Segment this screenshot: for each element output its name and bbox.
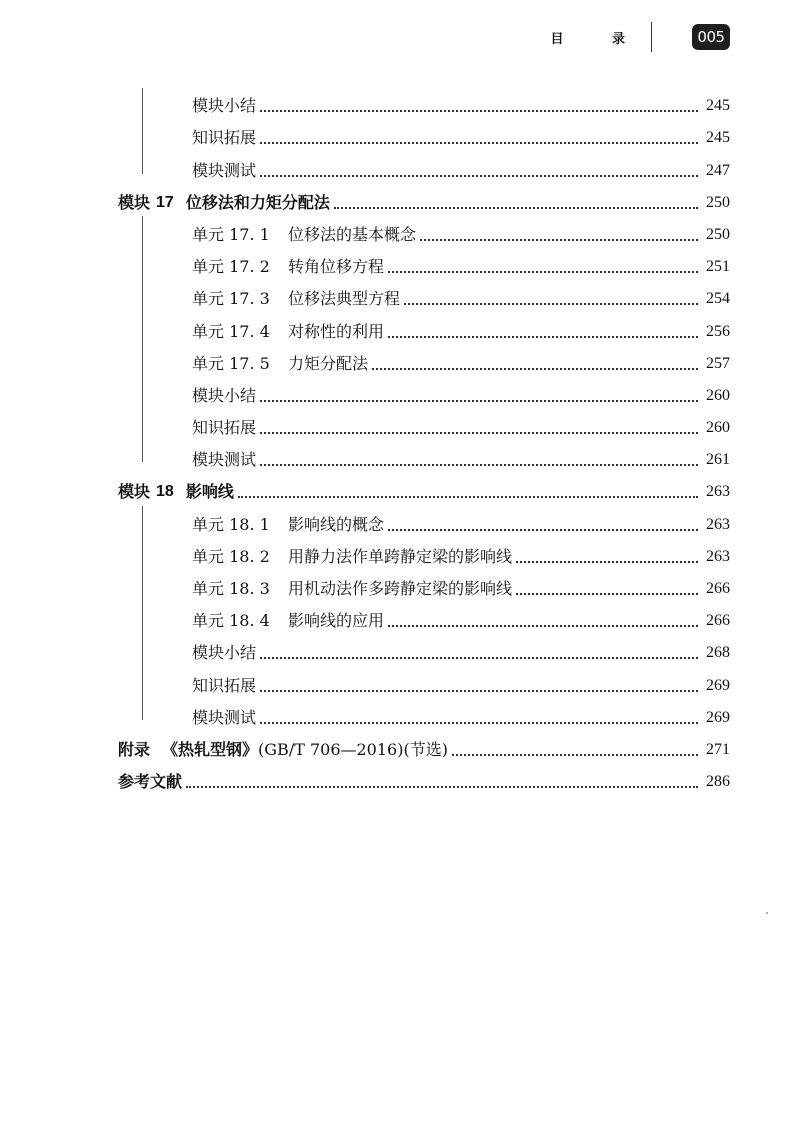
leader-dots <box>260 464 698 466</box>
toc-entry-title <box>192 289 400 309</box>
page-number: 260 <box>706 386 730 404</box>
page-number: 269 <box>706 708 730 726</box>
toc-entry-title <box>192 611 384 631</box>
page-number: 263 <box>706 547 730 565</box>
leader-dots <box>238 496 698 498</box>
toc-entry-title <box>192 547 512 567</box>
unit-number: 单元 18. 2 <box>192 546 270 566</box>
page-number: 260 <box>706 419 730 437</box>
unit-number: 单元 18. 1 <box>192 514 270 534</box>
header-divider <box>651 22 652 52</box>
unit-title: 模块测试 <box>192 450 257 470</box>
unit-number: 单元 18. 4 <box>192 611 270 631</box>
module-title: 位移法和力矩分配法 <box>185 192 330 212</box>
page-number: 250 <box>706 193 730 211</box>
unit-number: 单元 17. 1 <box>192 224 270 244</box>
leader-dots <box>516 561 698 563</box>
page-number: 286 <box>706 773 730 791</box>
toc-entry-title <box>192 96 256 116</box>
page-number: 247 <box>706 161 730 179</box>
toc-entry[interactable] <box>118 438 730 470</box>
toc-entry[interactable] <box>118 181 730 213</box>
page-number-badge: 005 <box>692 24 730 50</box>
appendix-subtitle: (GB/T 706—2016)(节选) <box>258 739 448 759</box>
toc-entry[interactable] <box>118 599 730 631</box>
page-number: 256 <box>706 322 730 340</box>
table-of-contents <box>118 84 730 792</box>
unit-title: 模块测试 <box>192 707 257 727</box>
page-header <box>550 22 730 52</box>
toc-entry[interactable] <box>118 277 730 309</box>
leader-dots <box>388 625 698 627</box>
toc-entry[interactable] <box>118 245 730 277</box>
toc-entry[interactable] <box>118 406 730 438</box>
unit-number: 单元 17. 3 <box>192 289 270 309</box>
page-number: 245 <box>706 129 730 147</box>
toc-entry-title <box>118 740 448 760</box>
leader-dots <box>260 175 698 177</box>
unit-title: 影响线的应用 <box>288 611 385 631</box>
page-number: 254 <box>706 290 730 308</box>
leader-dots <box>388 271 698 273</box>
page-number: 251 <box>706 258 730 276</box>
header-title: 目 录 <box>550 31 647 47</box>
toc-entry-title <box>192 515 384 535</box>
toc-entry-title <box>192 386 256 406</box>
page-number: 257 <box>706 354 730 372</box>
appendix-label: 参考文献 <box>118 772 183 792</box>
appendix-title: 《热轧型钢》 <box>162 739 259 759</box>
module-number: 18 <box>156 483 174 501</box>
toc-entry[interactable] <box>118 374 730 406</box>
toc-entry-title <box>192 161 256 181</box>
toc-entry[interactable] <box>118 760 730 792</box>
leader-dots <box>260 400 698 402</box>
toc-entry-title <box>192 450 256 470</box>
toc-entry[interactable] <box>118 535 730 567</box>
toc-entry-title <box>118 772 182 792</box>
toc-entry-title <box>192 225 416 245</box>
toc-entry-title <box>192 708 256 728</box>
module-title: 影响线 <box>185 482 234 502</box>
leader-dots <box>420 239 698 241</box>
page-number: 268 <box>706 644 730 662</box>
toc-entry[interactable] <box>118 148 730 180</box>
scan-speck <box>766 912 768 914</box>
page-number: 266 <box>706 612 730 630</box>
toc-entry[interactable] <box>118 116 730 148</box>
module-number: 17 <box>156 193 174 211</box>
leader-dots <box>404 303 698 305</box>
unit-title: 知识拓展 <box>192 128 257 148</box>
leader-dots <box>388 336 698 338</box>
unit-title: 用机动法作多跨静定梁的影响线 <box>288 579 513 598</box>
leader-dots <box>452 754 698 756</box>
toc-entry-title <box>192 418 256 438</box>
toc-entry[interactable] <box>118 502 730 534</box>
toc-entry-title <box>192 354 368 374</box>
toc-entry[interactable] <box>118 663 730 695</box>
toc-entry-title <box>192 579 512 599</box>
leader-dots <box>388 529 698 531</box>
leader-dots <box>334 207 698 209</box>
page-number: 266 <box>706 580 730 597</box>
toc-entry[interactable] <box>118 213 730 245</box>
page-number: 250 <box>706 225 730 243</box>
toc-entry-title <box>192 128 256 148</box>
unit-title: 模块测试 <box>192 160 257 180</box>
unit-title: 知识拓展 <box>192 675 257 695</box>
page-number: 263 <box>706 483 730 501</box>
unit-title: 力矩分配法 <box>288 353 369 373</box>
unit-title: 转角位移方程 <box>288 257 385 277</box>
toc-entry-title <box>192 676 256 696</box>
toc-entry[interactable] <box>118 84 730 116</box>
unit-title: 用静力法作单跨静定梁的影响线 <box>288 546 513 566</box>
toc-entry[interactable] <box>118 342 730 374</box>
leader-dots <box>186 786 698 788</box>
toc-entry-title <box>192 322 384 342</box>
leader-dots <box>516 593 698 595</box>
toc-entry-title <box>118 193 330 213</box>
unit-number: 单元 18. 3 <box>192 579 270 598</box>
unit-title: 知识拓展 <box>192 418 257 438</box>
leader-dots <box>260 142 698 144</box>
toc-entry-title <box>192 257 384 277</box>
toc-entry[interactable] <box>118 567 730 599</box>
unit-title: 模块小结 <box>192 96 257 116</box>
toc-entry[interactable] <box>118 631 730 663</box>
page-number: 271 <box>706 740 730 758</box>
page-number: 261 <box>706 451 730 469</box>
unit-title: 影响线的概念 <box>288 514 385 534</box>
leader-dots <box>260 110 698 112</box>
leader-dots <box>260 657 698 659</box>
appendix-label: 附录 <box>118 739 151 759</box>
toc-entry[interactable] <box>118 696 730 728</box>
leader-dots <box>260 722 698 724</box>
toc-entry[interactable] <box>118 470 730 502</box>
page-number: 245 <box>706 97 730 115</box>
toc-entry[interactable] <box>118 728 730 760</box>
unit-number: 单元 17. 4 <box>192 321 270 341</box>
leader-dots <box>372 368 698 370</box>
toc-entry[interactable] <box>118 309 730 341</box>
unit-title: 模块小结 <box>192 643 257 663</box>
unit-title: 对称性的利用 <box>288 321 385 341</box>
leader-dots <box>260 690 698 692</box>
module-label: 模块 <box>118 192 151 212</box>
toc-entry-title <box>192 643 256 663</box>
page-number: 269 <box>706 676 730 694</box>
leader-dots <box>260 432 698 434</box>
unit-title: 模块小结 <box>192 385 257 405</box>
module-label: 模块 <box>118 482 151 502</box>
unit-title: 位移法的基本概念 <box>288 224 417 244</box>
unit-number: 单元 17. 5 <box>192 353 270 373</box>
unit-number: 单元 17. 2 <box>192 257 270 277</box>
unit-title: 位移法典型方程 <box>288 289 401 309</box>
toc-entry-title <box>118 482 234 502</box>
page-number: 263 <box>706 515 730 533</box>
